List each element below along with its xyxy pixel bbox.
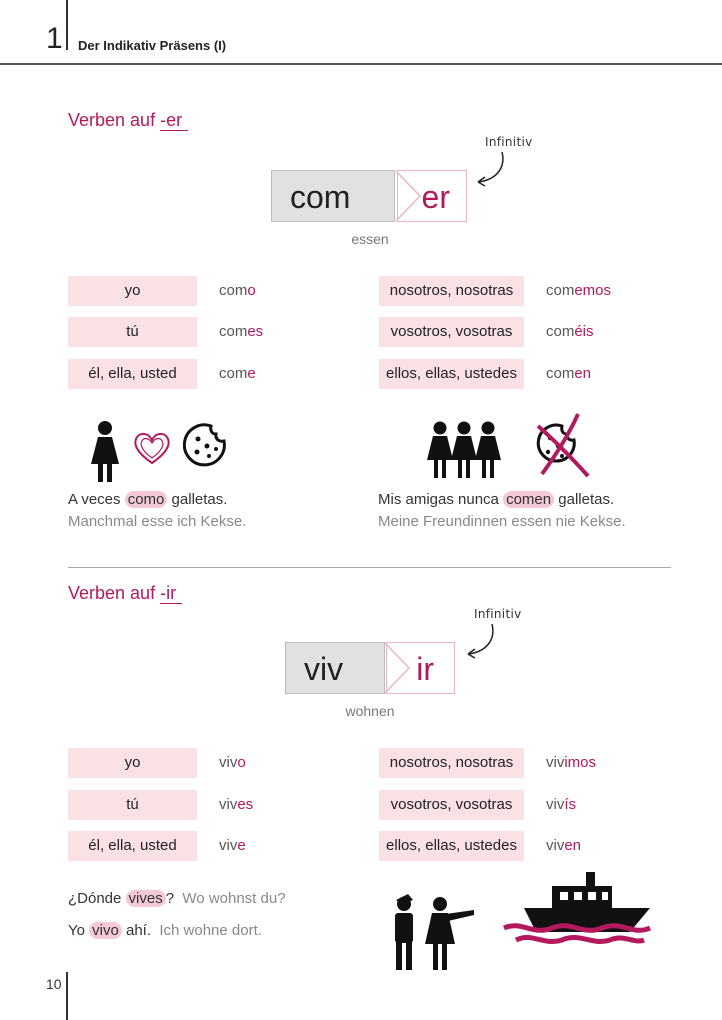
infinitiv-arrow-icon [470, 150, 510, 190]
section-title-ir: Verben auf -ir [68, 583, 182, 604]
translation-ir-2: Ich wohne dort. [159, 922, 262, 939]
pronoun-yo: yo [68, 748, 197, 778]
verb-ending: ir [416, 651, 434, 687]
pronoun-yo: yo [68, 276, 197, 306]
section-title-ending: -er [160, 110, 188, 131]
translation-ir-1: Wo wohnst du? [182, 890, 286, 907]
page-number: 10 [46, 976, 62, 992]
verb-stem: com [290, 179, 351, 215]
verb-form-el: vive [219, 837, 246, 854]
verb-form-nosotros: comemos [546, 282, 612, 299]
pronoun-nosotros: nosotros, nosotras [379, 748, 524, 778]
verb-form-tu: vives [219, 796, 254, 813]
cookie-icon [183, 423, 227, 467]
three-women-icon [426, 420, 502, 480]
translation-er-1: Manchmal esse ich Kekse. [68, 513, 247, 530]
chapter-number: 1 [46, 22, 63, 55]
footer-divider [66, 972, 68, 1020]
example-er-2: Mis amigas nunca comen galletas. [378, 491, 615, 508]
verb-form-vosotros: coméis [546, 323, 594, 340]
ship-icon [502, 870, 652, 950]
heart-icon [132, 430, 172, 466]
highlighted-verb: como [125, 491, 168, 508]
verb-form-tu: comes [219, 323, 264, 340]
stem-arrow-tip [360, 642, 386, 694]
example-er-1: A veces como galletas. [68, 491, 228, 508]
woman-icon [88, 420, 122, 484]
verb-form-yo: vivo [219, 754, 246, 771]
pronoun-vosotros: vosotros, vosotras [379, 317, 524, 347]
verb-form-nosotros: vivimos [546, 754, 597, 771]
chapter-title: Der Indikativ Präsens (I) [78, 38, 227, 53]
verb-form-yo: como [219, 282, 256, 299]
header-rule [0, 63, 722, 65]
pronoun-tu: tú [68, 317, 197, 347]
highlighted-verb: vivo [89, 922, 122, 939]
infinitiv-label: Infinitiv [474, 607, 522, 621]
pronoun-el: él, ella, usted [68, 831, 197, 861]
highlighted-verb: vives [126, 890, 166, 907]
section-divider [68, 567, 671, 568]
pronoun-ellos: ellos, ellas, ustedes [379, 359, 524, 389]
section-title-ending: -ir [160, 583, 182, 604]
pronoun-vosotros: vosotros, vosotras [379, 790, 524, 820]
stem-arrow-tip [370, 170, 396, 222]
verb-meaning: essen [351, 231, 389, 247]
pronoun-tu: tú [68, 790, 197, 820]
pronoun-nosotros: nosotros, nosotras [379, 276, 524, 306]
verb-stem: viv [304, 651, 344, 687]
ending-notch [396, 170, 422, 222]
chapter-divider [66, 0, 68, 50]
example-ir-1: ¿Dónde vives ? Wo wohnst du? [68, 890, 286, 907]
infinitiv-arrow-icon [460, 622, 500, 662]
verb-form-ellos: comen [546, 365, 592, 382]
pronoun-ellos: ellos, ellas, ustedes [379, 831, 524, 861]
crossed-cookie-icon [530, 410, 592, 480]
verb-meaning: wohnen [345, 703, 395, 719]
infinitiv-label: Infinitiv [485, 135, 533, 149]
two-people-pointing-icon [388, 890, 478, 974]
verb-form-ellos: viven [546, 837, 582, 854]
section-title-er: Verben auf -er [68, 110, 188, 131]
highlighted-verb: comen [503, 491, 554, 508]
verb-form-vosotros: vivís [546, 796, 577, 813]
pronoun-el: él, ella, usted [68, 359, 197, 389]
verb-ending: er [421, 179, 450, 215]
ending-notch [385, 642, 411, 694]
verb-form-el: come [219, 365, 256, 382]
example-ir-2: Yo vivo ahí. Ich wohne dort. [68, 922, 262, 939]
translation-er-2: Meine Freundinnen essen nie Kekse. [378, 513, 626, 530]
